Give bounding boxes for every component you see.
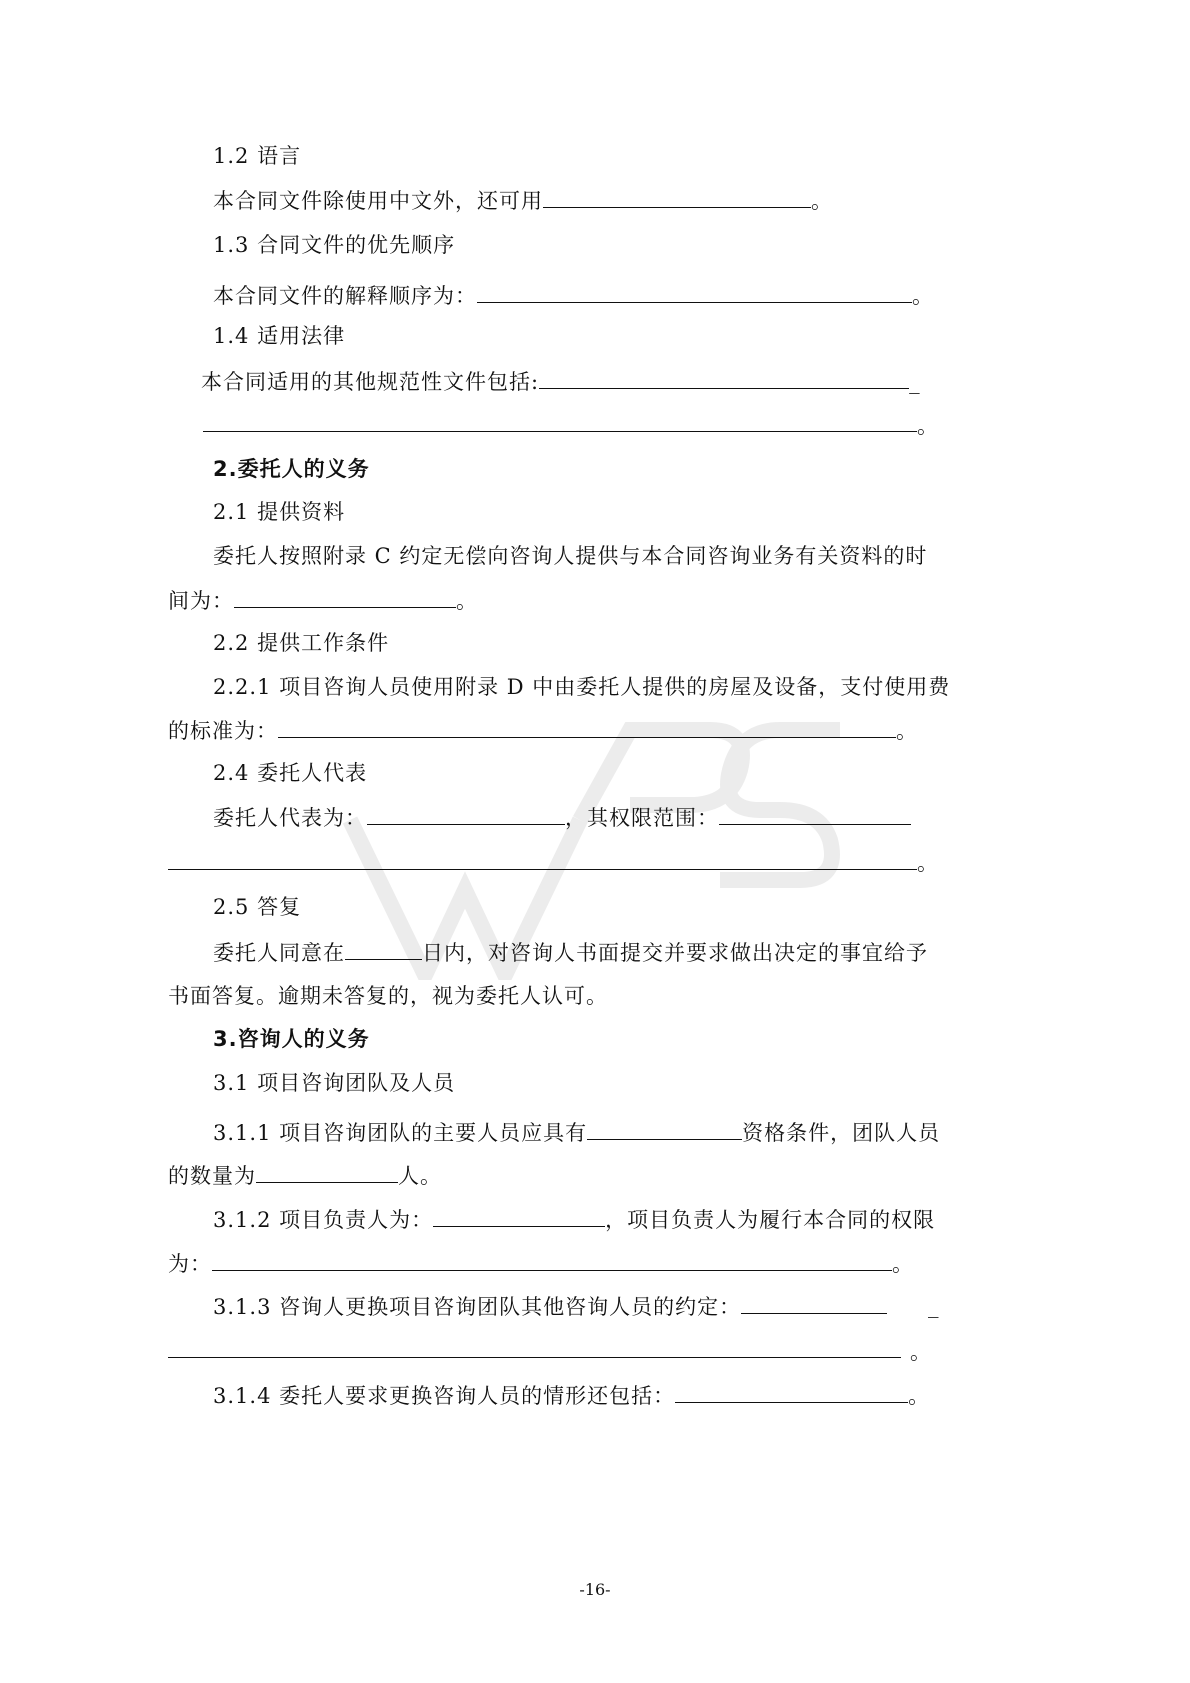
section-3-1-title: 3.1 项目咨询团队及人员 <box>213 1071 456 1095</box>
applicable-law-blank[interactable] <box>539 366 909 389</box>
section-2-4-title: 2.4 委托人代表 <box>213 761 368 785</box>
period: 。 <box>908 1384 931 1408</box>
interpretation-order-text: 本合同文件的解释顺序为： <box>213 284 477 308</box>
period: 。 <box>811 189 833 213</box>
usage-fee-standard <box>168 715 918 746</box>
client-representative-blank[interactable] <box>367 802 565 825</box>
period: 。 <box>892 1252 914 1276</box>
language-clause-text: 本合同文件除使用中文外，还可用 <box>213 189 543 213</box>
replacement-circumstances-blank[interactable] <box>675 1380 908 1403</box>
client-representative-clause <box>213 802 911 833</box>
section-2-heading: 2.委托人的义务 <box>213 457 370 481</box>
team-qualification-text-2: 资格条件，团队人员 <box>742 1121 941 1145</box>
section-2-2-title: 2.2 提供工作条件 <box>213 631 390 655</box>
team-size-clause <box>168 1160 442 1191</box>
language-blank[interactable] <box>543 185 811 208</box>
page-number: -16- <box>579 1580 611 1599</box>
applicable-law-blank-line-2[interactable] <box>203 431 917 432</box>
section-1-4-title: 1.4 适用法律 <box>213 324 346 348</box>
reply-clause-continued: 书面答复。逾期未答复的，视为委托人认可。 <box>168 984 608 1008</box>
project-lead-text: 3.1.2 项目负责人为： <box>213 1208 434 1232</box>
authority-text: 为： <box>168 1252 212 1276</box>
staff-replacement-text: 3.1.3 咨询人更换项目咨询团队其他咨询人员的约定： <box>213 1295 742 1319</box>
replacement-circumstances-clause <box>213 1380 930 1411</box>
period: 。 <box>917 414 939 438</box>
reply-days-blank[interactable] <box>345 937 422 960</box>
trailing-mark: _ <box>928 1294 940 1318</box>
usage-fee-blank[interactable] <box>278 715 896 738</box>
project-lead-authority-blank[interactable] <box>212 1248 892 1271</box>
project-lead-authority-text: ，项目负责人为履行本合同的权限 <box>605 1208 936 1232</box>
applicable-law-text: 本合同适用的其他规范性文件包括: <box>201 370 540 394</box>
team-qualification-text: 3.1.1 项目咨询团队的主要人员应具有 <box>213 1121 588 1145</box>
provide-data-time-text: 间为： <box>168 589 234 613</box>
language-clause <box>213 185 833 216</box>
team-size-text: 的数量为 <box>168 1164 256 1188</box>
reply-clause-text-2: 日内，对咨询人书面提交并要求做出决定的事宜给予 <box>422 941 928 965</box>
team-size-blank[interactable] <box>256 1160 398 1183</box>
project-lead-blank[interactable] <box>433 1204 605 1227</box>
authority-scope-blank-line-2[interactable] <box>168 869 917 870</box>
team-qualification-clause <box>213 1117 940 1148</box>
provide-data-clause: 委托人按照附录 C 约定无偿向咨询人提供与本合同咨询业务有关资料的时 <box>213 544 928 568</box>
authority-scope-text: ，其权限范围： <box>565 806 719 830</box>
replacement-circumstances-text: 3.1.4 委托人要求更换咨询人员的情形还包括： <box>213 1384 676 1408</box>
section-1-2-title: 1.2 语言 <box>213 144 302 168</box>
interpretation-order-clause <box>213 280 934 311</box>
applicable-law-clause <box>201 366 921 397</box>
period: 。 <box>912 284 934 308</box>
interpretation-order-blank[interactable] <box>477 280 912 303</box>
period: 。 <box>910 1340 932 1364</box>
section-3-heading: 3.咨询人的义务 <box>213 1027 370 1051</box>
client-representative-text: 委托人代表为： <box>213 806 367 830</box>
team-size-unit: 人。 <box>398 1164 442 1188</box>
section-2-5-title: 2.5 答复 <box>213 895 302 919</box>
section-2-1-title: 2.1 提供资料 <box>213 500 346 524</box>
project-lead-authority <box>168 1248 914 1279</box>
authority-scope-blank[interactable] <box>719 802 911 825</box>
provide-data-time-blank[interactable] <box>234 585 456 608</box>
usage-fee-text: 的标准为： <box>168 719 278 743</box>
trailing-mark: _ <box>909 370 921 394</box>
staff-replacement-clause <box>213 1291 887 1322</box>
period: 。 <box>896 719 918 743</box>
work-conditions-clause: 2.2.1 项目咨询人员使用附录 D 中由委托人提供的房屋及设备，支付使用费 <box>213 675 951 699</box>
period: 。 <box>917 851 939 875</box>
provide-data-time <box>168 585 478 616</box>
reply-clause <box>213 937 928 968</box>
section-1-3-title: 1.3 合同文件的优先顺序 <box>213 233 456 257</box>
staff-replacement-blank[interactable] <box>741 1291 887 1314</box>
qualification-blank[interactable] <box>587 1117 742 1140</box>
period: 。 <box>456 589 478 613</box>
staff-replacement-blank-line-2[interactable] <box>168 1357 901 1358</box>
project-lead-clause <box>213 1204 935 1235</box>
reply-clause-text: 委托人同意在 <box>213 941 345 965</box>
